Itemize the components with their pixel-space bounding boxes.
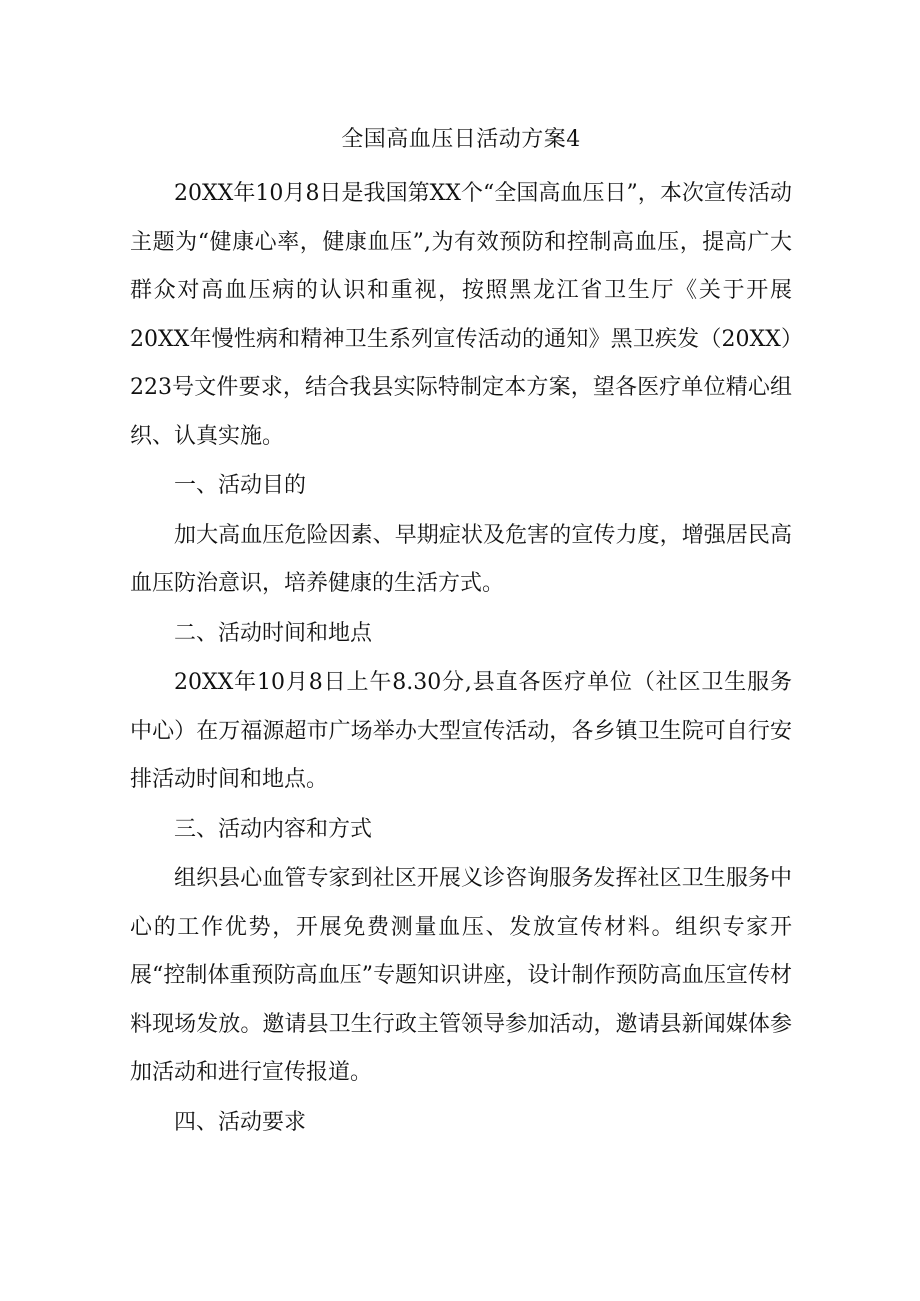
section-heading-content-method: 三、活动内容和方式 — [174, 816, 373, 842]
section-heading-time-place: 二、活动时间和地点 — [174, 620, 373, 646]
section-heading-purpose: 一、活动目的 — [174, 473, 307, 498]
section-heading-requirements: 四、活动要求 — [174, 1109, 307, 1135]
section-body-purpose: 加大高血压危险因素、早期症状及危害的宣传力度，增强居民高血压防治意识，培养健康的生活方式。 — [130, 522, 792, 596]
section-body-time-place: 20XX年10月8日上午8.30分,县直各医疗单位（社区卫生服务中心）在万福源超市广场举办大型宣传活动，各乡镇卫生院可自行安排活动时间和地点。 — [130, 670, 792, 792]
intro-paragraph: 20XX年10月8日是我国第XX个“全国高血压日”，本次宣传活动主题为“健康心率，健康血压”,为有效预防和控制高血压，提高广大群众对高血压病的认识和重视，按照黑龙江省卫生厅《关于开展20XX年慢性病和精神卫生系列宣传活动的通知》黑卫疾发（20XX）223号文件要求，结合我县实际特制定本方案，望各医疗单位精心组织、认真实施。 — [130, 181, 792, 449]
document-title: 全国高血压日活动方案4 — [341, 127, 581, 152]
section-body-content-method: 组织县心血管专家到社区开展义诊咨询服务发挥社区卫生服务中心的工作优势，开展免费测量血压、发放宣传材料。组织专家开展“控制体重预防高血压”专题知识讲座，设计制作预防高血压宣传材料现场发放。邀请县卫生行政主管领导参加活动，邀请县新闻媒体参加活动和进行宣传报道。 — [130, 866, 792, 1085]
